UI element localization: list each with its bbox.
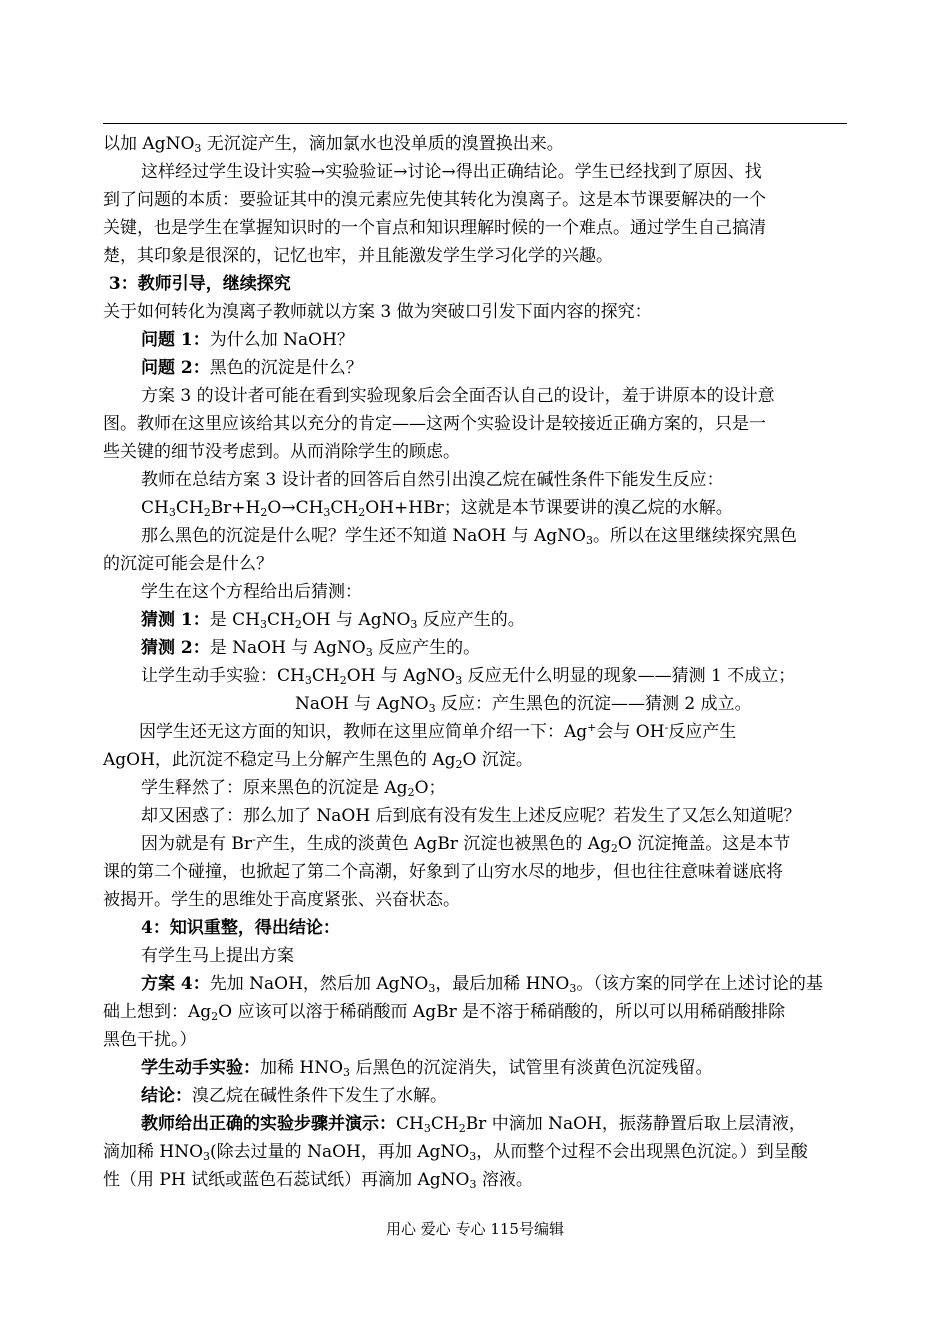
paragraph-line: 学生动手实验：加稀 $HNO_3$ 后黑色的沉淀消失，试管里有淡黄色沉淀残留。 (141, 1058, 713, 1079)
paragraph-line: 学生释然了：原来黑色的沉淀是 $Ag_2O$； (141, 778, 446, 799)
paragraph-line: 课的第二个碰撞，也掀起了第二个高潮，好象到了山穷水尽的地步，但也往往意味着谜底将 (103, 862, 783, 882)
paragraph-line: 却又困惑了：那么加了 NaOH 后到底有没有发生上述反应呢？若发生了又怎么知道呢？ (141, 806, 801, 826)
paragraph-line: 3：教师引导，继续探究 (103, 274, 291, 294)
page-footer: 用心 爱心 专心 115号编辑 (386, 1220, 564, 1238)
paragraph-line: 性（用 PH 试纸或蓝色石蕊试纸）再滴加 AgNO$_3$ 溶液。 (103, 1170, 533, 1191)
paragraph-line: 因学生还无这方面的知识，教师在这里应简单介绍一下：Ag+会与 OH-反应产生 (139, 721, 737, 742)
paragraph-line: 方案 3 的设计者可能在看到实验现象后会全面否认自己的设计，羞于讲原本的设计意 (141, 386, 775, 406)
header-rule (103, 123, 847, 124)
paragraph-line: 到了问题的本质：要验证其中的溴元素应先使其转化为溴离子。这是本节课要解决的一个 (103, 190, 766, 210)
paragraph-line: 教师给出正确的实验步骤并演示：$CH_3CH_2Br$ 中滴加 NaOH，振荡静置后取上层清液， (141, 1114, 806, 1135)
paragraph-line: 黑色干扰。） (103, 1030, 197, 1050)
paragraph-line: NaOH 与 AgNO$_3$ 反应：产生黑色的沉淀——猜测 2 成立。 (295, 694, 752, 715)
paragraph-line: 些关键的细节没考虑到。从而消除学生的顾虑。 (103, 442, 460, 462)
paragraph-line: 的沉淀可能会是什么？ (103, 554, 273, 574)
paragraph-line: 滴加稀 $HNO_3$(除去过量的 NaOH，再加 AgNO$_3$，从而整个过程不会出现黑色沉淀。）到呈酸 (103, 1142, 808, 1163)
paragraph-line: 问题 1：为什么加 NaOH？ (141, 330, 354, 350)
paragraph-line: 被揭开。学生的思维处于高度紧张、兴奋状态。 (103, 890, 460, 910)
paragraph-line: 楚，其印象是很深的，记忆也牢，并且能激发学生学习化学的兴趣。 (103, 246, 613, 266)
paragraph-line: 4：知识重整，得出结论： (141, 918, 340, 938)
paragraph-line: 学生在这个方程给出后猜测： (141, 582, 362, 602)
paragraph-line: AgOH，此沉淀不稳定马上分解产生黑色的 $Ag_2O$ 沉淀。 (103, 750, 533, 771)
paragraph-line: 问题 2：黑色的沉淀是什么？ (141, 358, 363, 378)
paragraph-line: 方案 4：先加 NaOH，然后加 AgNO$_3$，最后加稀 $HNO_3$。（该方案的同学在上述讨论的基 (141, 974, 823, 995)
paragraph-line: 有学生马上提出方案 (141, 946, 294, 966)
paragraph-line: 因为就是有 Br-产生，生成的淡黄色 AgBr 沉淀也被黑色的 $Ag_2O$ 沉淀掩盖。这是本节 (141, 833, 791, 855)
paragraph-line: 猜测 1：是 $CH_3CH_2OH$ 与 AgNO$_3$ 反应产生的。 (141, 610, 525, 631)
paragraph-line: 础上想到：$Ag_2O$ 应该可以溶于稀硝酸而 AgBr 是不溶于稀硝酸的，所以可以用稀硝酸排除 (103, 1002, 786, 1023)
paragraph-line: 关于如何转化为溴离子教师就以方案 3 做为突破口引发下面内容的探究： (103, 302, 652, 322)
document-body (103, 130, 847, 1194)
paragraph-line: 让学生动手实验：$CH_3CH_2OH$ 与 AgNO$_3$ 反应无什么明显的现象——猜测 1 不成立； (141, 666, 796, 687)
paragraph-line: 以加 AgNO$_3$ 无沉淀产生，滴加氯水也没单质的溴置换出来。 (103, 134, 564, 155)
paragraph-line: 结论：溴乙烷在碱性条件下发生了水解。 (141, 1086, 447, 1106)
paragraph-line: 猜测 2：是 NaOH 与 AgNO$_3$ 反应产生的。 (141, 638, 481, 659)
paragraph-line: 这样经过学生设计实验→实验验证→讨论→得出正确结论。学生已经找到了原因、找 (141, 162, 762, 182)
paragraph-line: 教师在总结方案 3 设计者的回答后自然引出溴乙烷在碱性条件下能发生反应： (141, 470, 724, 490)
paragraph-line: $CH_3CH_2Br+H_2O\to CH_3CH_2OH+HBr$；这就是本节课要讲的溴乙烷的水解。 (141, 498, 733, 519)
paragraph-line: 图。教师在这里应该给其以充分的肯定——这两个实验设计是较接近正确方案的，只是一 (103, 414, 766, 434)
paragraph-line: 那么黑色的沉淀是什么呢？学生还不知道 NaOH 与 AgNO$_3$。所以在这里继续探究黑色 (141, 526, 797, 547)
paragraph-line: 关键，也是学生在掌握知识时的一个盲点和知识理解时候的一个难点。通过学生自己搞清 (103, 218, 766, 238)
